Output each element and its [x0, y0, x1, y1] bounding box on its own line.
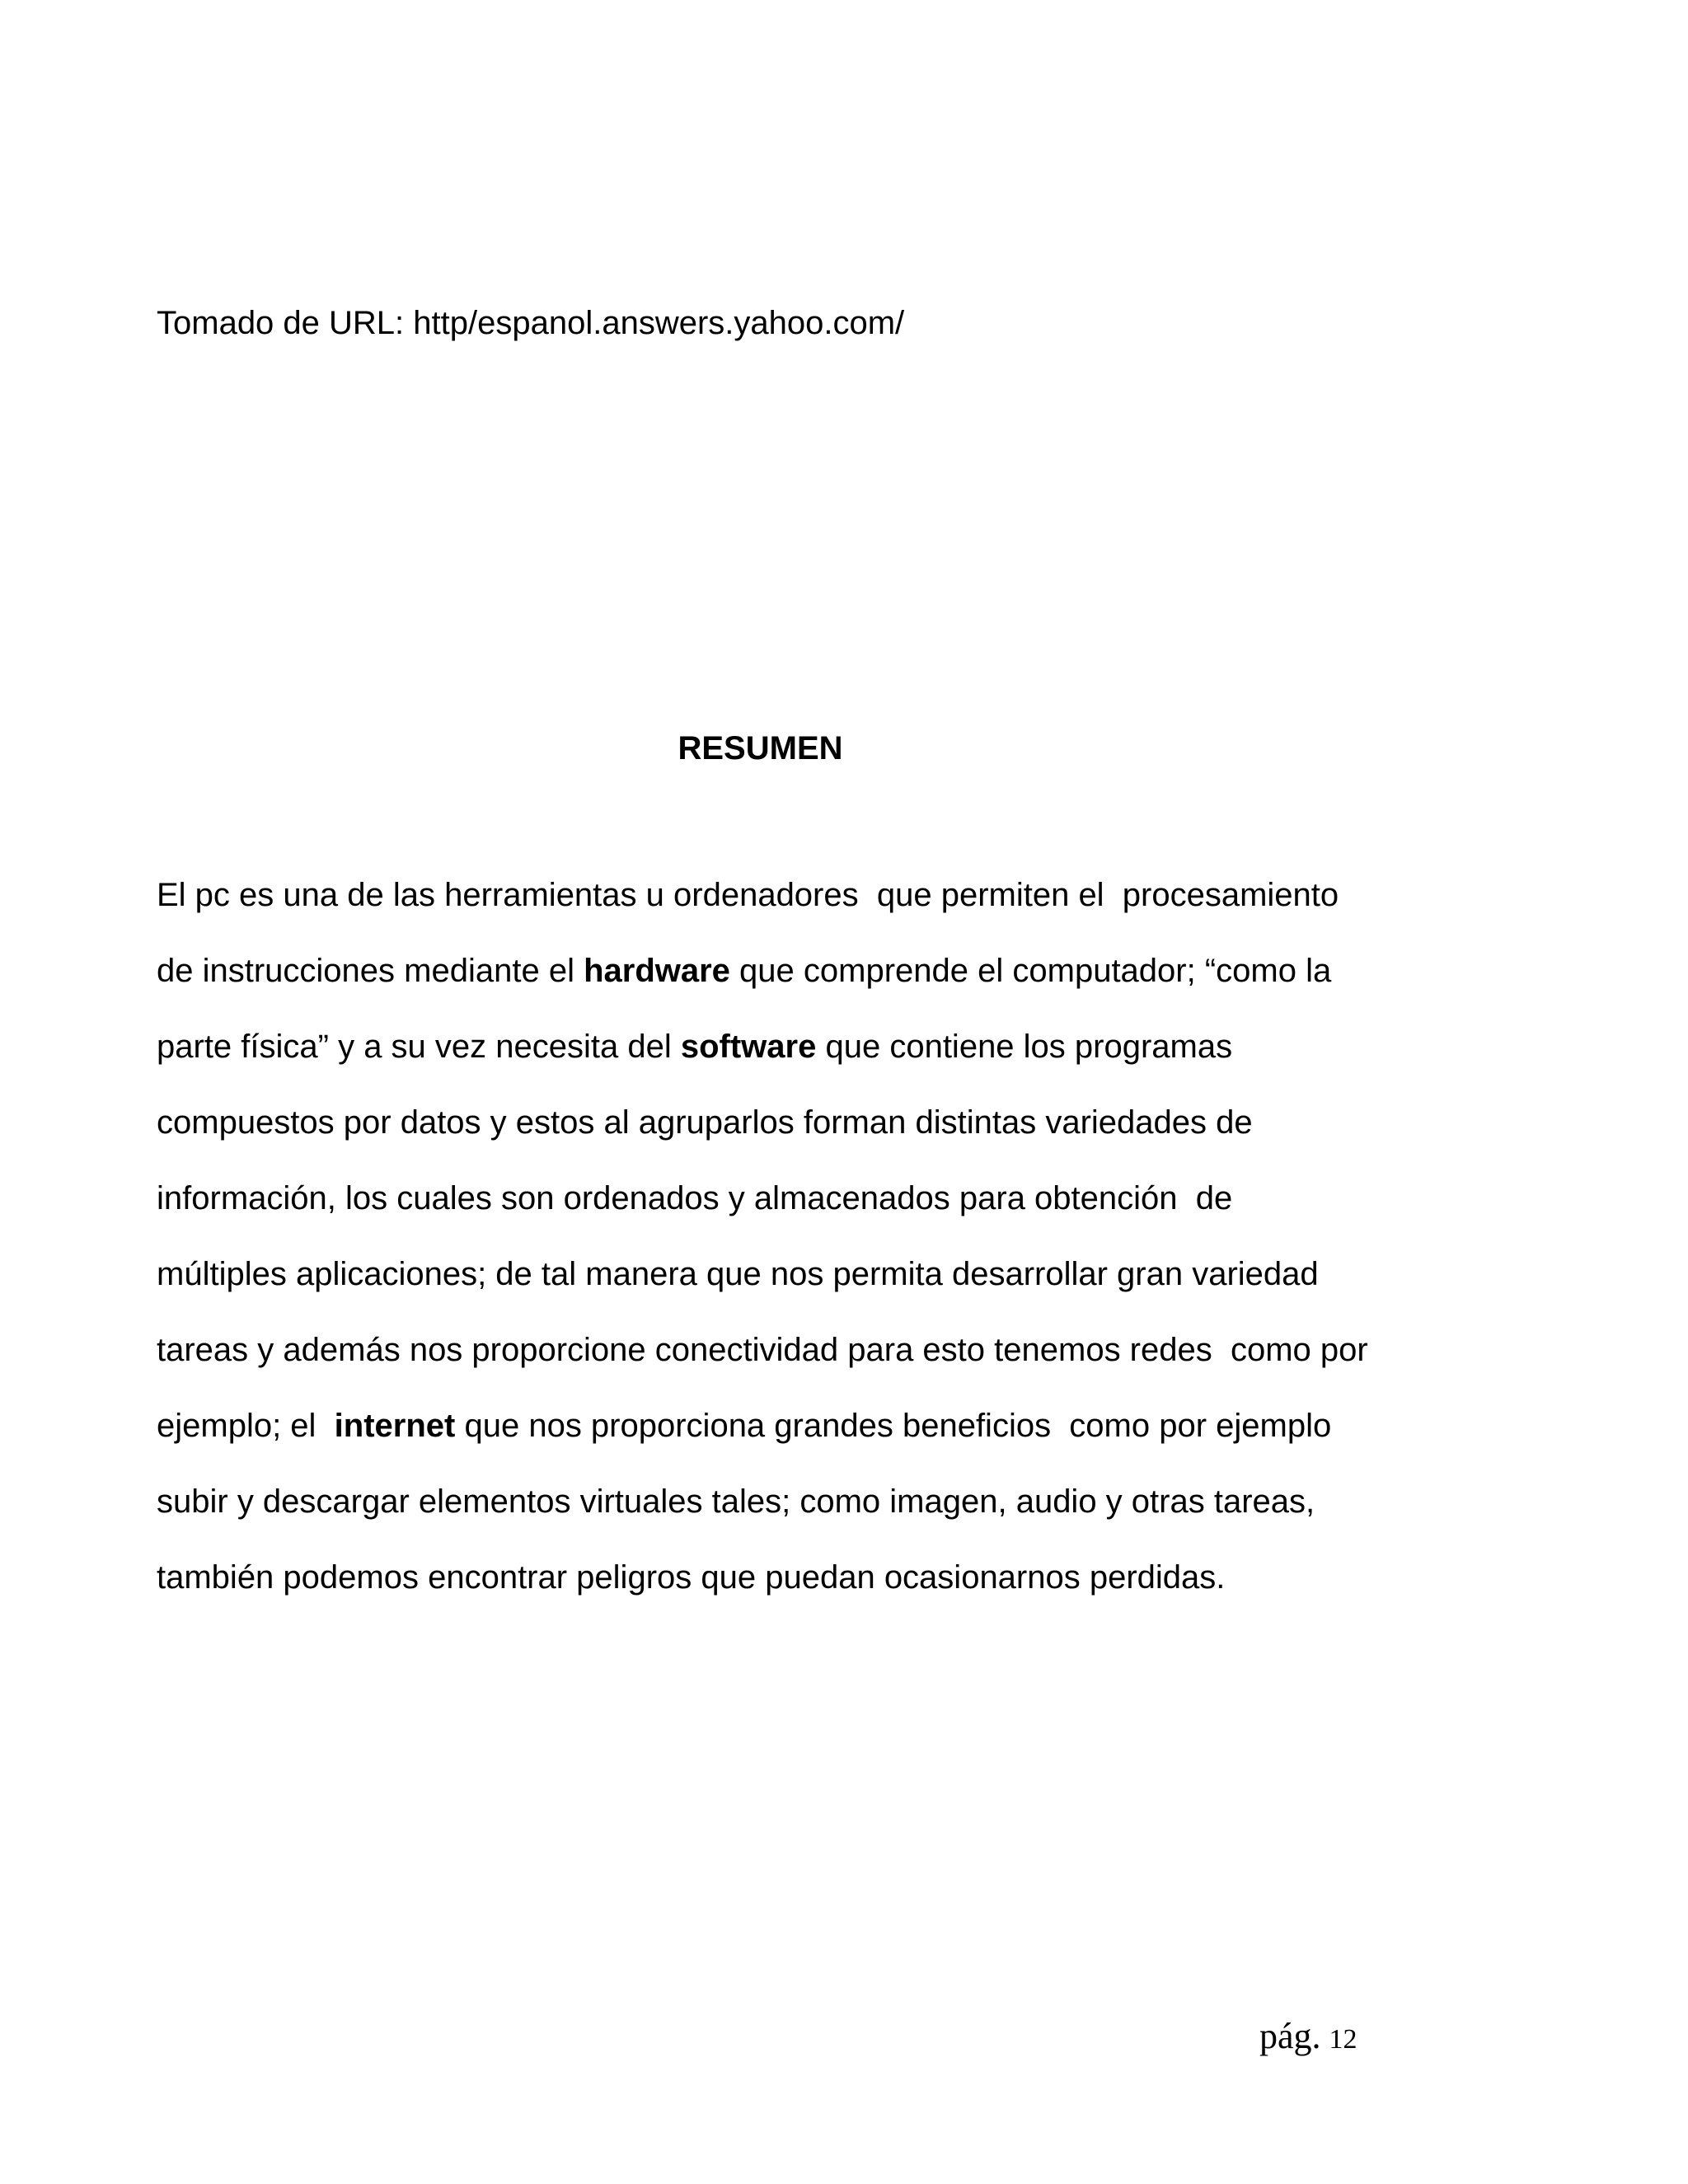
page-number: [1259, 2015, 1357, 2057]
summary-line: múltiples aplicaciones; de tal manera que nos permita desarrollar gran variedad: [157, 1256, 1319, 1292]
page-number-value: 12: [1329, 2024, 1357, 2055]
summary-line: subir y descargar elementos virtuales tales; como imagen, audio y otras tareas,: [157, 1483, 1315, 1520]
summary-line: El pc es una de las herramientas u ordenadores que permiten el procesamiento: [157, 877, 1339, 913]
summary-line: también podemos encontrar peligros que puedan ocasionarnos perdidas.: [157, 1559, 1226, 1596]
summary-line: de instrucciones mediante el hardware que comprende el computador; “como la: [157, 953, 1332, 989]
summary-line: tareas y además nos proporcione conectividad para esto tenemos redes como por: [157, 1332, 1368, 1368]
summary-line: parte física” y a su vez necesita del software que contiene los programas: [157, 1029, 1233, 1065]
source-url-line: Tomado de URL: http/espanol.answers.yahoo.com/: [157, 305, 905, 341]
summary-line: información, los cuales son ordenados y almacenados para obtención de: [157, 1180, 1233, 1216]
summary-paragraph: [157, 857, 1558, 1615]
summary-line: ejemplo; el internet que nos proporciona grandes beneficios como por ejemplo: [157, 1408, 1332, 1444]
keyword-hardware: hardware: [584, 953, 730, 989]
keyword-software: software: [680, 1029, 817, 1065]
keyword-internet: internet: [334, 1408, 456, 1444]
section-heading: RESUMEN: [678, 730, 843, 766]
page-label: pág.: [1259, 2016, 1321, 2056]
summary-line: compuestos por datos y estos al agruparlos forman distintas variedades de: [157, 1104, 1253, 1141]
